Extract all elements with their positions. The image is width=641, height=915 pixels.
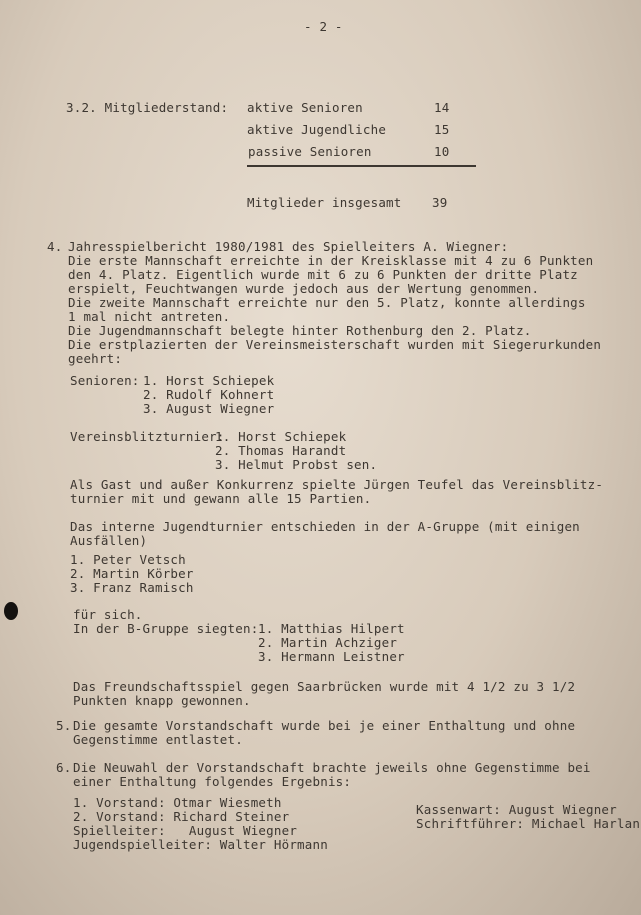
section-6-line: einer Enthaltung folgendes Ergebnis: — [73, 774, 352, 789]
a-gruppe-entry: 2. Martin Körber — [70, 566, 194, 581]
election-entry: Kassenwart: August Wiegner — [416, 802, 617, 817]
punch-hole — [4, 602, 18, 620]
section-5-line: Gegenstimme entlastet. — [73, 732, 243, 747]
senioren-entry: 2. Rudolf Kohnert — [143, 387, 275, 402]
section-5-line: Die gesamte Vorstandschaft wurde bei je einer Enthaltung und ohne — [73, 718, 576, 733]
section-4-line: Die erstplazierten der Vereinsmeisterschaft wurden mit Siegerurkunden — [68, 337, 602, 352]
jugend-line: Das interne Jugendturnier entschieden in der A-Gruppe (mit einigen — [70, 519, 580, 534]
a-gruppe-entry: 3. Franz Ramisch — [70, 580, 194, 595]
senioren-entry: 3. August Wiegner — [143, 401, 275, 416]
gast-line: Als Gast und außer Konkurrenz spielte Jürgen Teufel das Vereinsblitz- — [70, 477, 604, 492]
page-number: - 2 - — [304, 19, 343, 34]
section-3-2-heading: 3.2. Mitgliederstand: — [66, 100, 229, 115]
election-entry: 2. Vorstand: Richard Steiner — [73, 809, 290, 824]
election-entry: 1. Vorstand: Otmar Wiesmeth — [73, 795, 282, 810]
election-entry: Spielleiter: August Wiegner — [73, 823, 298, 838]
blitz-entry: 1. Horst Schiepek — [215, 429, 347, 444]
blitz-entry: 3. Helmut Probst sen. — [215, 457, 378, 472]
section-6-line: Die Neuwahl der Vorstandschaft brachte jeweils ohne Gegenstimme bei — [73, 760, 591, 775]
member-value: 15 — [434, 122, 450, 137]
member-total-value: 39 — [432, 195, 448, 210]
section-4-line: den 4. Platz. Eigentlich wurde mit 6 zu 6 Punkten der dritte Platz — [68, 267, 578, 282]
sum-line — [247, 165, 476, 167]
section-4-line: 1 mal nicht antreten. — [68, 309, 231, 324]
section-4-number: 4. — [47, 239, 63, 254]
section-4-line: geehrt: — [68, 351, 123, 366]
election-entry: Schriftführer: Michael Harlan — [416, 816, 641, 831]
blitz-entry: 2. Thomas Harandt — [215, 443, 347, 458]
gast-line: turnier mit und gewann alle 15 Partien. — [70, 491, 372, 506]
b-gruppe-label: In der B-Gruppe siegten: — [73, 621, 259, 636]
freund-line: Punkten knapp gewonnen. — [73, 693, 251, 708]
section-4-line: Die zweite Mannschaft erreichte nur den 5. Platz, konnte allerdings — [68, 295, 586, 310]
a-gruppe-entry: 1. Peter Vetsch — [70, 552, 186, 567]
section-5-number: 5. — [56, 718, 72, 733]
jugend-line: Ausfällen) — [70, 533, 148, 548]
b-gruppe-entry: 3. Hermann Leistner — [258, 649, 405, 664]
section-4-line: Jahresspielbericht 1980/1981 des Spielleiters A. Wiegner: — [68, 239, 509, 254]
freund-line: Das Freundschaftsspiel gegen Saarbrücken wurde mit 4 1/2 zu 3 1/2 — [73, 679, 576, 694]
b-gruppe-entry: 1. Matthias Hilpert — [258, 621, 405, 636]
section-4-line: Die erste Mannschaft erreichte in der Kreisklasse mit 4 zu 6 Punkten — [68, 253, 594, 268]
member-value: 10 — [434, 144, 450, 159]
member-label: aktive Jugendliche — [247, 122, 387, 137]
member-label: aktive Senioren — [247, 100, 363, 115]
section-4-line: erspielt, Feuchtwangen wurde jedoch aus der Wertung genommen. — [68, 281, 540, 296]
senioren-entry: 1. Horst Schiepek — [143, 373, 275, 388]
b-gruppe-entry: 2. Martin Achziger — [258, 635, 398, 650]
member-total-label: Mitglieder insgesamt — [247, 195, 402, 210]
section-4-line: Die Jugendmannschaft belegte hinter Rothenburg den 2. Platz. — [68, 323, 532, 338]
senioren-label: Senioren: — [70, 373, 140, 388]
member-label: passive Senioren — [248, 144, 372, 159]
section-6-number: 6. — [56, 760, 72, 775]
blitz-label: Vereinsblitzturnier: — [70, 429, 225, 444]
fuer-sich: für sich. — [73, 607, 143, 622]
election-entry: Jugendspielleiter: Walter Hörmann — [73, 837, 328, 852]
member-value: 14 — [434, 100, 450, 115]
